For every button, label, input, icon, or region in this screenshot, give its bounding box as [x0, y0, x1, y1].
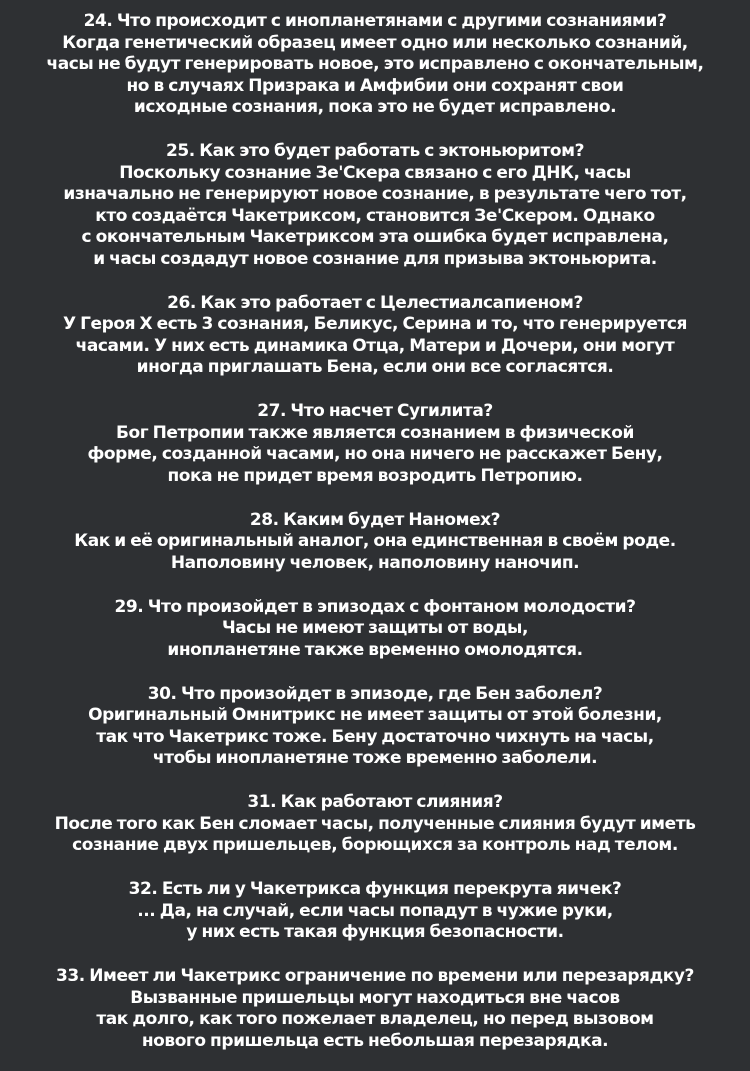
faq-answer-line: но в случаях Призрака и Амфибии они сохранят свои	[126, 75, 624, 96]
faq-question: 26. Как это работает с Целестиалсапиеном?	[167, 292, 583, 313]
faq-item-31	[0, 792, 750, 857]
faq-answer-line: Бог Петропии также является сознанием в физической	[116, 422, 634, 443]
faq-answer-line: кто создаётся Чакетриксом, становится Зе'Скером. Однако	[95, 205, 655, 226]
faq-answer-line: форме, созданной часами, но она ничего не расскажет Бену,	[87, 444, 663, 464]
faq-answer-line: После того как Бен сломает часы, полученные слияния будут иметь	[54, 813, 696, 834]
faq-answer-line: часы не будут генерировать новое, это исправлено с окончательным,	[46, 54, 704, 74]
faq-answer-line: иногда приглашать Бена, если они все согласятся.	[136, 357, 614, 377]
faq-question: 25. Как это будет работать с эктоньюритом?	[165, 141, 585, 161]
faq-item-26	[0, 293, 750, 379]
faq-question: 28. Каким будет Наномех?	[249, 509, 501, 530]
faq-answer-line: пока не придет время возродить Петропию.	[167, 465, 583, 486]
faq-item-25	[0, 141, 750, 270]
faq-question: 27. Что насчет Сугилита?	[257, 401, 493, 421]
faq-answer-line: с окончательным Чакетриксом эта ошибка будет исправлена,	[81, 227, 669, 247]
faq-answer-line: исходные сознания, пока это не будет исправлено.	[133, 97, 617, 117]
faq-item-32	[0, 879, 750, 944]
faq-item-30	[0, 684, 750, 770]
faq-answer-line: У Героя X есть 3 сознания, Беликус, Серина и то, что генерируется	[63, 314, 687, 334]
faq-answer-line: нового пришельца есть небольшая перезарядка.	[141, 1030, 609, 1051]
faq-answer-line: Наполовину человек, наполовину наночип.	[170, 552, 580, 573]
faq-answer-line: ... Да, на случай, если часы попадут в чужие руки,	[137, 900, 613, 921]
faq-answer-line: так долго, как того пожелает владелец, но перед вызовом	[96, 1009, 654, 1029]
faq-answer-line: Часы не имеют защиты от воды,	[221, 618, 528, 638]
faq-item-33	[0, 966, 750, 1052]
faq-item-24	[0, 11, 750, 119]
faq-question: 33. Имеет ли Чакетрикс ограничение по времени или перезарядку?	[56, 966, 694, 986]
faq-answer-line: так что Чакетрикс тоже. Бену достаточно чихнуть на часы,	[96, 726, 654, 747]
faq-item-29	[0, 597, 750, 662]
faq-question: 32. Есть ли у Чакетрикса функция перекрута яичек?	[128, 879, 622, 899]
faq-question: 31. Как работают слияния?	[247, 792, 503, 812]
faq-answer-line: у них есть такая функция безопасности.	[186, 922, 564, 942]
faq-question: 29. Что произойдет в эпизодах с фонтаном молодости?	[114, 596, 636, 617]
faq-answer-line: часами. У них есть динамика Отца, Матери и Дочери, они могут	[75, 335, 675, 356]
faq-answer-line: Когда генетический образец имеет одно или несколько сознаний,	[62, 32, 688, 53]
faq-answer-line: сознание двух пришельцев, борющихся за контроль над телом.	[72, 835, 678, 855]
faq-item-27	[0, 401, 750, 487]
faq-answer-line: Поскольку сознание Зе'Скера связано с его ДНК, часы	[119, 162, 631, 183]
faq-answer-line: Как и её оригинальный аналог, она единственная в своём роде.	[74, 531, 676, 551]
faq-answer-line: чтобы инопланетяне тоже временно заболели.	[152, 748, 598, 768]
faq-answer-line: и часы создадут новое сознание для призыва эктоньюрита.	[93, 248, 657, 269]
faq-answer-line: Вызванные пришельцы могут находиться вне часов	[130, 987, 620, 1008]
faq-question: 24. Что происходит с инопланетянами с другими сознаниями?	[83, 11, 667, 31]
faq-question: 30. Что произойдет в эпизоде, где Бен заболел?	[147, 683, 603, 704]
faq-answer-line: инопланетяне также временно омолодятся.	[167, 639, 583, 660]
faq-item-28	[0, 510, 750, 575]
faq-answer-line: изначально не генерируют новое сознание, в результате чего тот,	[63, 184, 687, 204]
faq-answer-line: Оригинальный Омнитрикс не имеет защиты от этой болезни,	[88, 705, 662, 725]
